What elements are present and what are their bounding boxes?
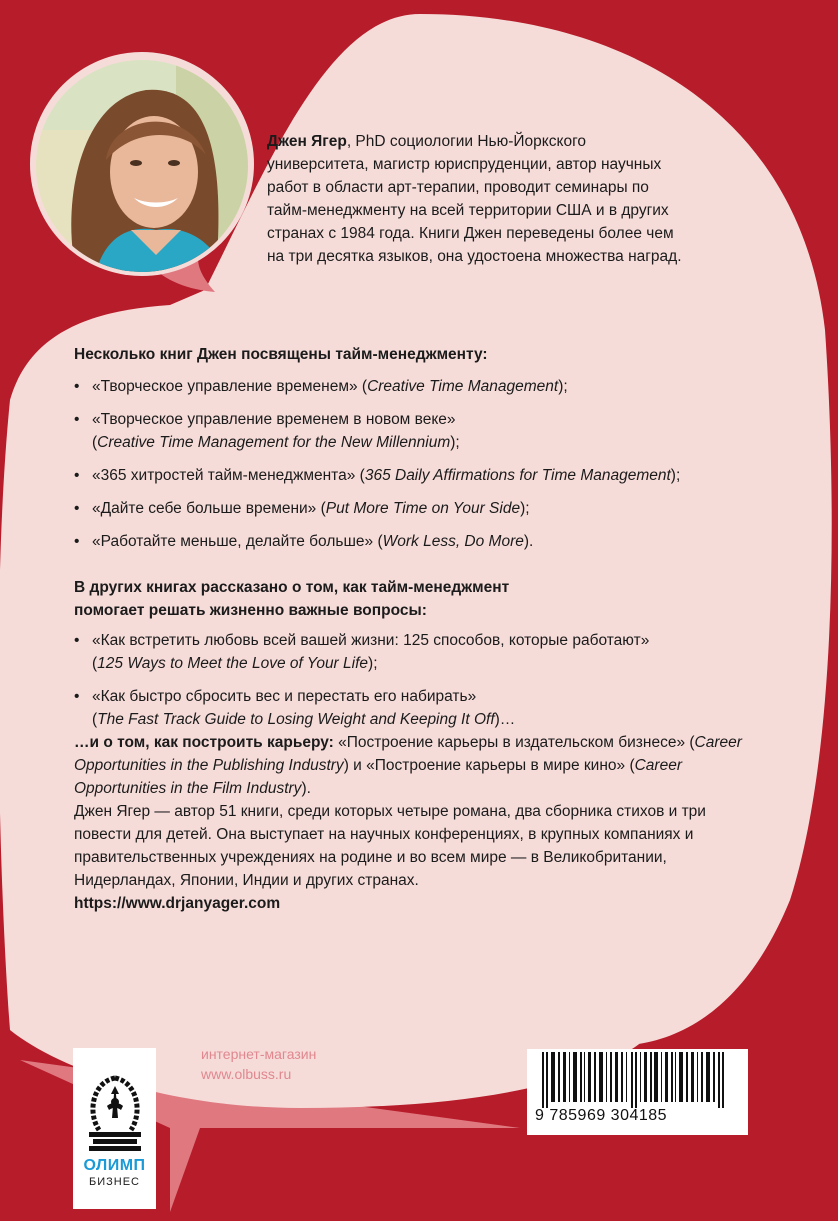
list-item: • «Работайте меньше, делайте больше» (Work Less, Do More). (74, 530, 754, 553)
author-bio-text: , PhD социологии Нью-Йоркского университета, магистр юриспруденции, автор научных работ в области арт-терапии, проводит семинары по тайм-менеджменту на всей территории США и в других странах с 1984 года. Книги Джен переведены более чем на три десятка языков, она удостоена множества наград. (267, 133, 682, 265)
publisher-subtitle: БИЗНЕС (89, 1176, 140, 1188)
list-punct: )… (494, 711, 516, 728)
book-title-en: The Fast Track Guide to Losing Weight and Keeping It Off (97, 711, 495, 728)
online-shop (201, 1044, 316, 1084)
portrait-illustration (36, 60, 248, 272)
life-books-section (74, 576, 754, 731)
list-item: • «Творческое управление временем в новом веке» (Creative Time Management for the New Millennium); (74, 408, 754, 454)
book-title-ru: «Дайте себе больше времени» (92, 500, 317, 517)
laurel-emblem-icon (85, 1072, 145, 1154)
list-item: • «365 хитростей тайм-менеджмента» (365 Daily Affirmations for Time Management); (74, 464, 754, 487)
list-punct: ); (450, 434, 460, 451)
list-item: • «Дайте себе больше времени» (Put More Time on Your Side); (74, 497, 754, 520)
conjunction: ) и (343, 757, 367, 774)
shop-url-link[interactable]: www.olbuss.ru (201, 1066, 292, 1082)
barcode-bars-icon (534, 1052, 742, 1108)
barcode-number: 9 785969 304185 (535, 1107, 668, 1124)
book-title-en: 125 Ways to Meet the Love of Your Life (97, 655, 369, 672)
author-bio (267, 130, 687, 268)
author-website-link[interactable]: https://www.drjanyager.com (74, 895, 281, 912)
list-punct: ); (670, 467, 681, 484)
book-title-en: Career Opportunities in the Film Industry (74, 757, 682, 797)
book-title-ru: «Построение карьеры в мире кино» (366, 757, 626, 774)
list-punct: ); (558, 378, 568, 395)
list-punct: ); (520, 500, 530, 517)
book-title-en: Creative Time Management for the New Millennium (97, 434, 451, 451)
career-lead: …и о том, как построить карьеру: (74, 734, 334, 751)
book-title-ru: «Как быстро сбросить вес и перестать его набирать» (92, 688, 477, 705)
barcode (527, 1049, 748, 1135)
life-books-heading: В других книгах рассказано о том, как тайм-менеджмент помогает решать жизненно важные вопросы: (74, 579, 510, 619)
publisher-logo (73, 1048, 156, 1209)
book-title-en: Work Less, Do More (382, 533, 524, 550)
author-name: Джен Ягер (267, 133, 347, 150)
shop-label: интернет-магазин (201, 1046, 317, 1062)
book-title-en: Creative Time Management (367, 378, 559, 395)
time-management-section (74, 343, 754, 553)
list-punct: ). (301, 780, 311, 797)
author-photo (36, 60, 248, 272)
summary-paragraph: Джен Ягер — автор 51 книги, среди которых четыре романа, два сборника стихов и три повести для детей. Она выступает на научных конференциях, в крупных компаниях и правительственных учреждениях на родине и во всем мире — в Великобритании, Нидерландах, Японии, Индии и других странах. (74, 803, 706, 889)
time-management-heading: Несколько книг Джен посвящены тайм-менеджменту: (74, 346, 488, 363)
book-title-ru: «Как встретить любовь всей вашей жизни: 125 способов, которые работают» (92, 632, 650, 649)
book-title-ru: «Работайте меньше, делайте больше» (92, 533, 374, 550)
publisher-name: ОЛИМП (83, 1157, 146, 1174)
book-title-en: Career Opportunities in the Publishing Industry (74, 734, 742, 774)
list-item: • «Творческое управление временем» (Creative Time Management); (74, 375, 754, 398)
book-title-ru: «Творческое управление временем» (92, 378, 358, 395)
book-title-ru: «365 хитростей тайм-менеджмента» (92, 467, 356, 484)
time-management-list (74, 375, 754, 553)
life-books-list (74, 629, 754, 731)
list-item: • «Как быстро сбросить вес и перестать его набирать» (The Fast Track Guide to Losing Weight and Keeping It Off)… (74, 685, 754, 731)
list-punct: ). (523, 533, 534, 550)
book-title-en: 365 Daily Affirmations for Time Management (364, 467, 671, 484)
list-punct: ); (368, 655, 378, 672)
career-paragraph: …и о том, как построить карьеру: «Построение карьеры в издательском бизнесе» (Career Opportunities in the Publishing Industry) и «Построение карьеры в мире кино» (Career Opportunities in the Film Industry). (74, 734, 742, 797)
book-title-ru: «Творческое управление временем в новом веке» (92, 411, 456, 428)
book-title-en: Put More Time on Your Side (325, 500, 521, 517)
book-title-ru: «Построение карьеры в издательском бизнесе» (338, 734, 686, 751)
main-text (74, 343, 754, 915)
list-item: • «Как встретить любовь всей вашей жизни: 125 способов, которые работают» (125 Ways to Meet the Love of Your Life); (74, 629, 754, 675)
